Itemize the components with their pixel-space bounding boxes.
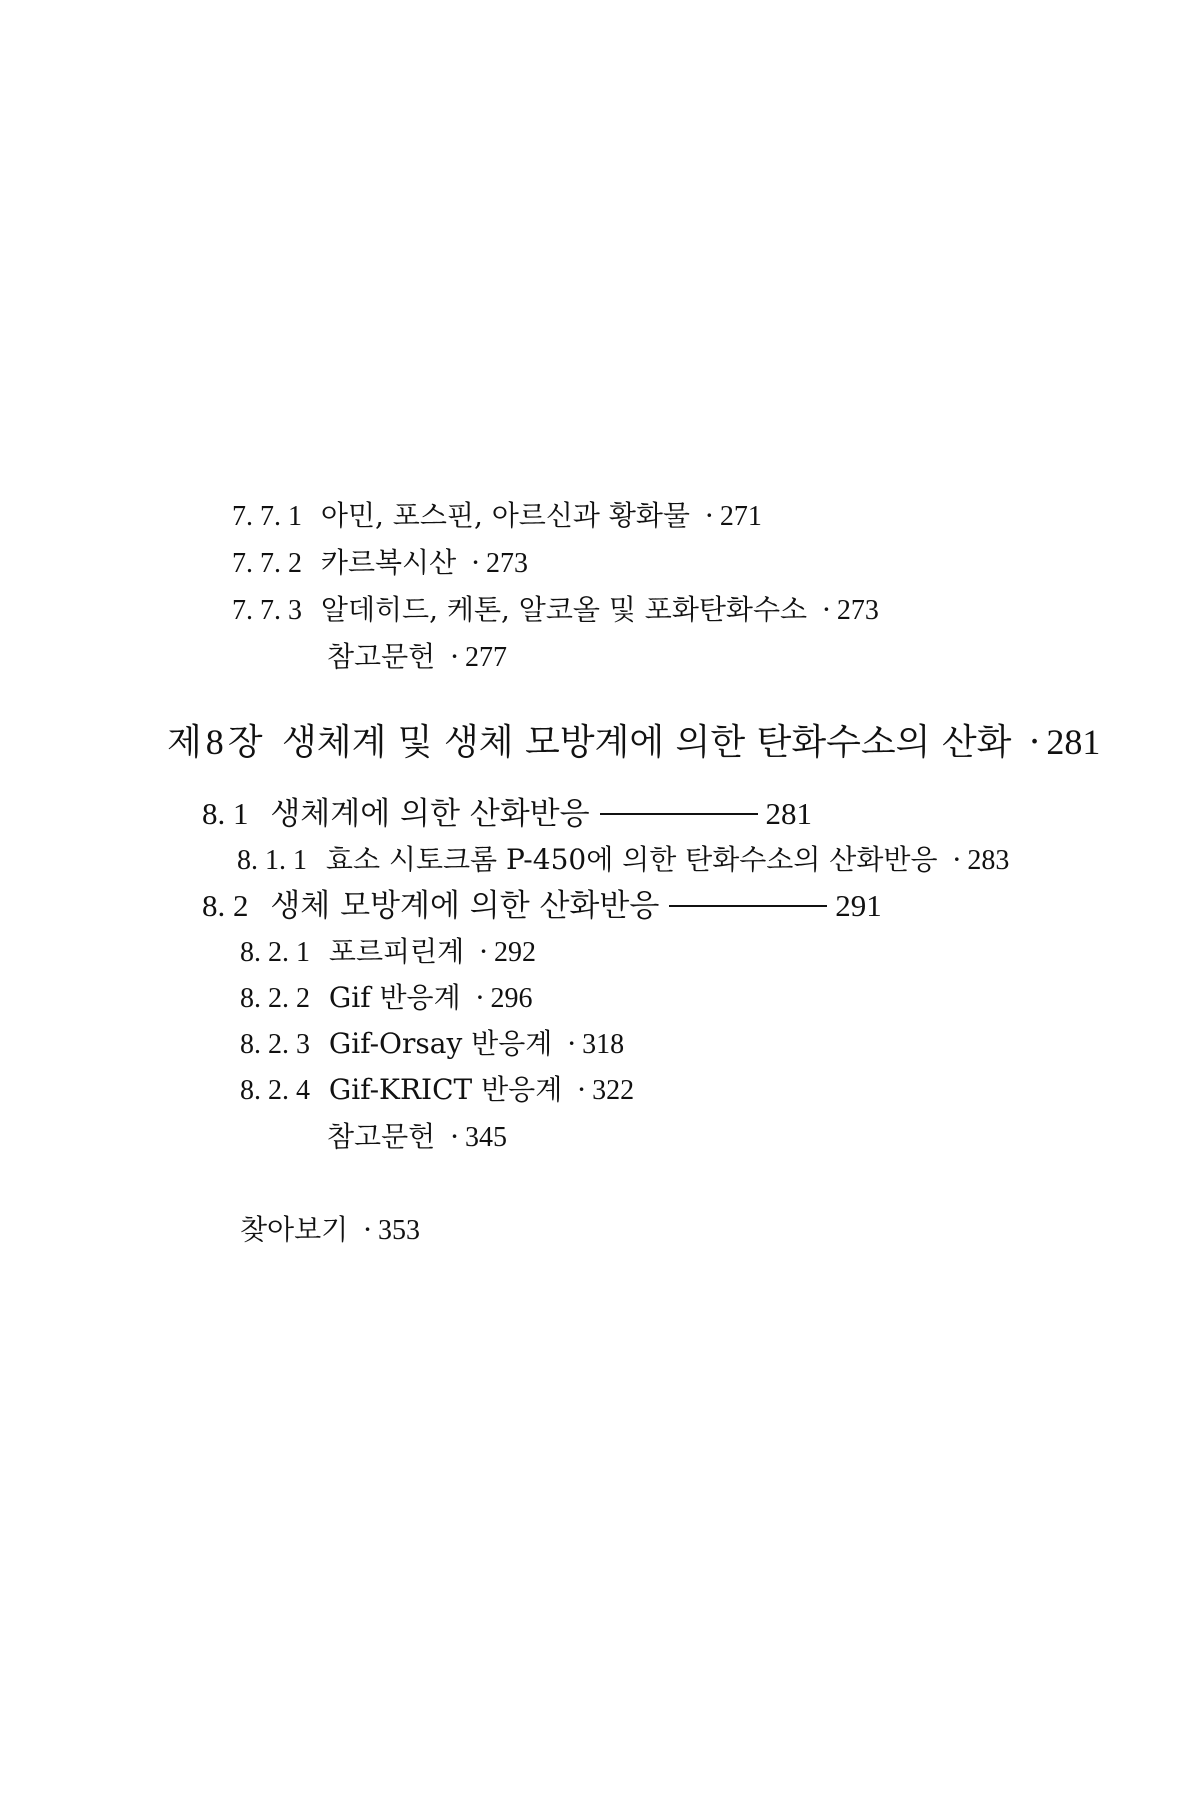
entry-title: 알데히드, 케톤, 알코올 및 포화탄화수소 <box>320 593 808 626</box>
toc-entry-7-7-3[interactable] <box>232 593 879 626</box>
entry-title: 효소 시토크롬 P-450에 의한 탄화수소의 산화반응 <box>325 843 938 876</box>
entry-dot: · <box>450 640 460 673</box>
entry-title: Gif 반응계 <box>328 981 461 1014</box>
entry-dot: · <box>363 1213 373 1246</box>
entry-dot: · <box>567 1027 577 1060</box>
toc-entry-8-2-1[interactable] <box>240 935 536 968</box>
entry-page: 318 <box>582 1029 625 1060</box>
entry-page: 283 <box>967 845 1010 876</box>
entry-number: 7. 7. 3 <box>232 595 302 626</box>
entry-number: 7. 7. 1 <box>232 501 302 532</box>
section-title: 생체 모방계에 의한 산화반응 <box>270 888 660 924</box>
entry-number: 8. 2. 1 <box>240 937 310 968</box>
entry-page: 273 <box>485 548 528 579</box>
entry-number: 7. 7. 2 <box>232 548 302 579</box>
entry-title: 참고문헌 <box>327 1120 436 1153</box>
entry-title: 카르복시산 <box>320 546 457 579</box>
entry-title: Gif-KRICT 반응계 <box>328 1073 563 1106</box>
toc-entry-7-7-2[interactable] <box>232 546 528 579</box>
section-number: 8. 2 <box>202 888 249 923</box>
toc-entry-8-1-1[interactable] <box>237 843 1010 876</box>
toc-entry-7-7-1[interactable] <box>232 499 762 532</box>
chapter-prefix: 제 <box>167 722 202 763</box>
entry-dot: · <box>475 981 485 1014</box>
entry-page: 345 <box>465 1122 508 1153</box>
entry-title: 포르피린계 <box>328 935 465 968</box>
entry-page: 292 <box>493 937 536 968</box>
entry-number: 8. 1. 1 <box>237 845 307 876</box>
toc-section-8-2[interactable] <box>202 890 882 922</box>
toc-entry-8-2-3[interactable] <box>240 1027 625 1060</box>
entry-page: 277 <box>465 642 508 673</box>
chapter-number: 8 <box>205 722 224 762</box>
entry-dot: · <box>471 546 480 579</box>
toc-entry-8-2-4[interactable] <box>240 1073 635 1106</box>
entry-dot: · <box>1028 722 1041 763</box>
leader-line <box>669 905 827 907</box>
entry-dot: · <box>479 935 488 968</box>
leader-line <box>600 813 758 815</box>
entry-title: 아민, 포스핀, 아르신과 황화물 <box>320 499 690 532</box>
entry-number: 8. 2. 2 <box>240 983 310 1014</box>
entry-title: 참고문헌 <box>327 640 436 673</box>
entry-page: 296 <box>490 983 533 1014</box>
toc-entry-references-8[interactable] <box>327 1120 508 1153</box>
entry-dot: · <box>450 1120 460 1153</box>
entry-title: Gif-Orsay 반응계 <box>328 1027 553 1060</box>
entry-page: 322 <box>592 1075 635 1106</box>
entry-dot: · <box>952 843 962 876</box>
chapter-suffix: 장 <box>227 722 263 763</box>
section-title: 생체계에 의한 산화반응 <box>270 796 590 832</box>
section-number: 8. 1 <box>202 796 249 831</box>
section-page: 291 <box>835 888 882 923</box>
toc-entry-index[interactable] <box>240 1213 421 1246</box>
entry-dot: · <box>704 499 714 532</box>
toc-chapter-8[interactable] <box>167 724 1100 761</box>
entry-dot: · <box>577 1073 587 1106</box>
entry-number: 8. 2. 3 <box>240 1029 310 1060</box>
entry-dot: · <box>822 593 831 626</box>
entry-title: 찾아보기 <box>240 1213 349 1246</box>
entry-page: 353 <box>378 1215 421 1246</box>
entry-number: 8. 2. 4 <box>240 1075 310 1106</box>
entry-page: 273 <box>836 595 879 626</box>
toc-section-8-1[interactable] <box>202 798 812 830</box>
chapter-page: 281 <box>1046 722 1101 762</box>
chapter-title: 생체계 및 생체 모방계에 의한 탄화수소의 산화 <box>282 722 1012 763</box>
toc-entry-8-2-2[interactable] <box>240 981 533 1014</box>
toc-entry-references-7[interactable] <box>327 640 508 673</box>
entry-page: 271 <box>719 501 762 532</box>
section-page: 281 <box>765 796 813 831</box>
